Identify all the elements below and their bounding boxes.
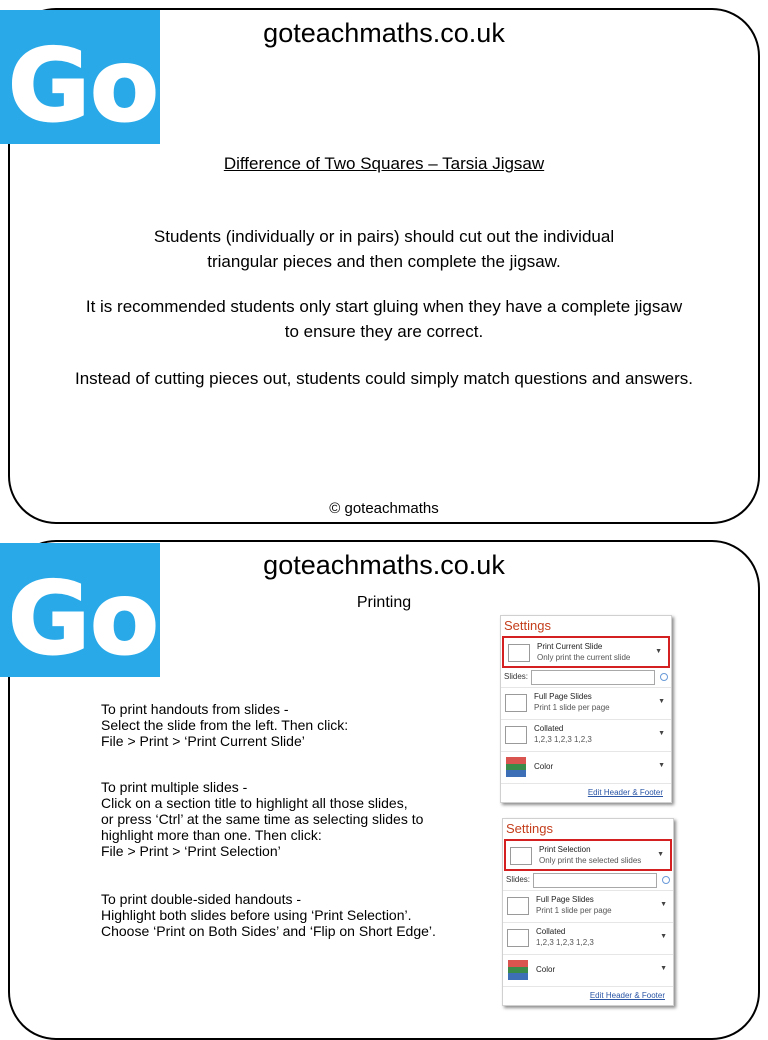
chevron-down-icon: ▼ xyxy=(655,648,662,655)
slide-page-icon xyxy=(508,644,530,662)
dropdown-label: Color xyxy=(534,762,554,771)
dropdown-sublabel: Print 1 slide per page xyxy=(536,906,612,915)
slides-input[interactable] xyxy=(533,873,657,888)
instruction-line: To print double-sided handouts - xyxy=(101,891,302,907)
slides-label: Slides: xyxy=(504,672,529,681)
slide-title: Difference of Two Squares – Tarsia Jigsaw xyxy=(223,154,545,173)
dropdown-sublabel: Print 1 slide per page xyxy=(534,703,610,712)
instruction-line: Select the slide from the left. Then click: xyxy=(101,717,349,733)
instruction-paragraph-1 xyxy=(0,224,768,274)
collated-pages-icon xyxy=(507,929,529,947)
instruction-line: Highlight both slides before using ‘Print Selection’. xyxy=(101,907,412,923)
paragraph-line: Students (individually or in pairs) should cut out the individual xyxy=(153,227,615,246)
dropdown-sublabel: Only print the current slide xyxy=(537,653,631,662)
collation-dropdown[interactable] xyxy=(501,720,671,752)
chevron-down-icon: ▼ xyxy=(658,762,665,769)
paragraph-line: to ensure they are correct. xyxy=(284,322,484,341)
dropdown-label: Print Selection xyxy=(539,845,591,854)
site-name: goteachmaths.co.uk xyxy=(263,18,505,48)
color-palette-icon xyxy=(506,757,526,777)
layout-dropdown[interactable] xyxy=(501,688,671,720)
edit-header-footer-link[interactable]: Edit Header & Footer xyxy=(589,991,665,1000)
instruction-block-1 xyxy=(101,701,491,749)
logo-text: Go! xyxy=(8,27,205,144)
paragraph-line: triangular pieces and then complete the jigsaw. xyxy=(207,252,561,271)
settings-heading: Settings xyxy=(506,821,553,836)
dropdown-sublabel: Only print the selected slides xyxy=(539,856,642,865)
collation-dropdown[interactable] xyxy=(503,923,673,955)
print-selection-dropdown[interactable] xyxy=(504,839,672,871)
full-page-icon xyxy=(507,897,529,915)
slides-range-row xyxy=(501,668,671,688)
instruction-line: File > Print > ‘Print Current Slide’ xyxy=(101,733,305,749)
dropdown-label: Full Page Slides xyxy=(534,692,592,701)
layout-dropdown[interactable] xyxy=(503,891,673,923)
print-settings-panel-selection xyxy=(502,818,674,1006)
instruction-line: File > Print > ‘Print Selection’ xyxy=(101,843,281,859)
instruction-block-3 xyxy=(101,891,491,939)
site-name: goteachmaths.co.uk xyxy=(263,550,505,580)
edit-header-footer-link[interactable]: Edit Header & Footer xyxy=(587,788,663,797)
print-settings-panel-current xyxy=(500,615,672,803)
collated-pages-icon xyxy=(505,726,527,744)
selection-page-icon xyxy=(510,847,532,865)
color-dropdown[interactable] xyxy=(501,752,671,784)
full-page-icon xyxy=(505,694,527,712)
slides-range-row xyxy=(503,871,673,891)
instruction-line: or press ‘Ctrl’ at the same time as selecting slides to xyxy=(101,811,424,827)
instruction-paragraph-2 xyxy=(0,294,768,344)
dropdown-label: Print Current Slide xyxy=(537,642,603,651)
instruction-line: Choose ‘Print on Both Sides’ and ‘Flip on Short Edge’. xyxy=(101,923,436,939)
dropdown-label: Collated xyxy=(534,724,564,733)
color-palette-icon xyxy=(508,960,528,980)
info-icon[interactable] xyxy=(662,876,670,884)
dropdown-sublabel: 1,2,3 1,2,3 1,2,3 xyxy=(534,735,592,744)
dropdown-sublabel: 1,2,3 1,2,3 1,2,3 xyxy=(536,938,594,947)
instruction-line: To print multiple slides - xyxy=(101,779,248,795)
instruction-block-2 xyxy=(101,779,491,859)
instruction-line: Click on a section title to highlight all those slides, xyxy=(101,795,408,811)
chevron-down-icon: ▼ xyxy=(657,851,664,858)
chevron-down-icon: ▼ xyxy=(658,698,665,705)
chevron-down-icon: ▼ xyxy=(660,933,667,940)
color-dropdown[interactable] xyxy=(503,955,673,987)
slides-label: Slides: xyxy=(506,875,531,884)
print-current-slide-dropdown[interactable] xyxy=(502,636,670,668)
chevron-down-icon: ▼ xyxy=(658,730,665,737)
chevron-down-icon: ▼ xyxy=(660,901,667,908)
dropdown-label: Full Page Slides xyxy=(536,895,594,904)
chevron-down-icon: ▼ xyxy=(660,965,667,972)
instruction-paragraph-3: Instead of cutting pieces out, students could simply match questions and answers. xyxy=(74,369,693,388)
dropdown-label: Collated xyxy=(536,927,566,936)
instruction-line: To print handouts from slides - xyxy=(101,701,289,717)
settings-heading: Settings xyxy=(504,618,551,633)
copyright-text: © goteachmaths xyxy=(329,500,439,517)
info-icon[interactable] xyxy=(660,673,668,681)
slides-input[interactable] xyxy=(531,670,655,685)
logo-text: Go! xyxy=(8,560,205,677)
dropdown-label: Color xyxy=(536,965,556,974)
paragraph-line: It is recommended students only start gluing when they have a complete jigsaw xyxy=(85,297,683,316)
instruction-line: highlight more than one. Then click: xyxy=(101,827,322,843)
slide-heading: Printing xyxy=(356,594,412,611)
